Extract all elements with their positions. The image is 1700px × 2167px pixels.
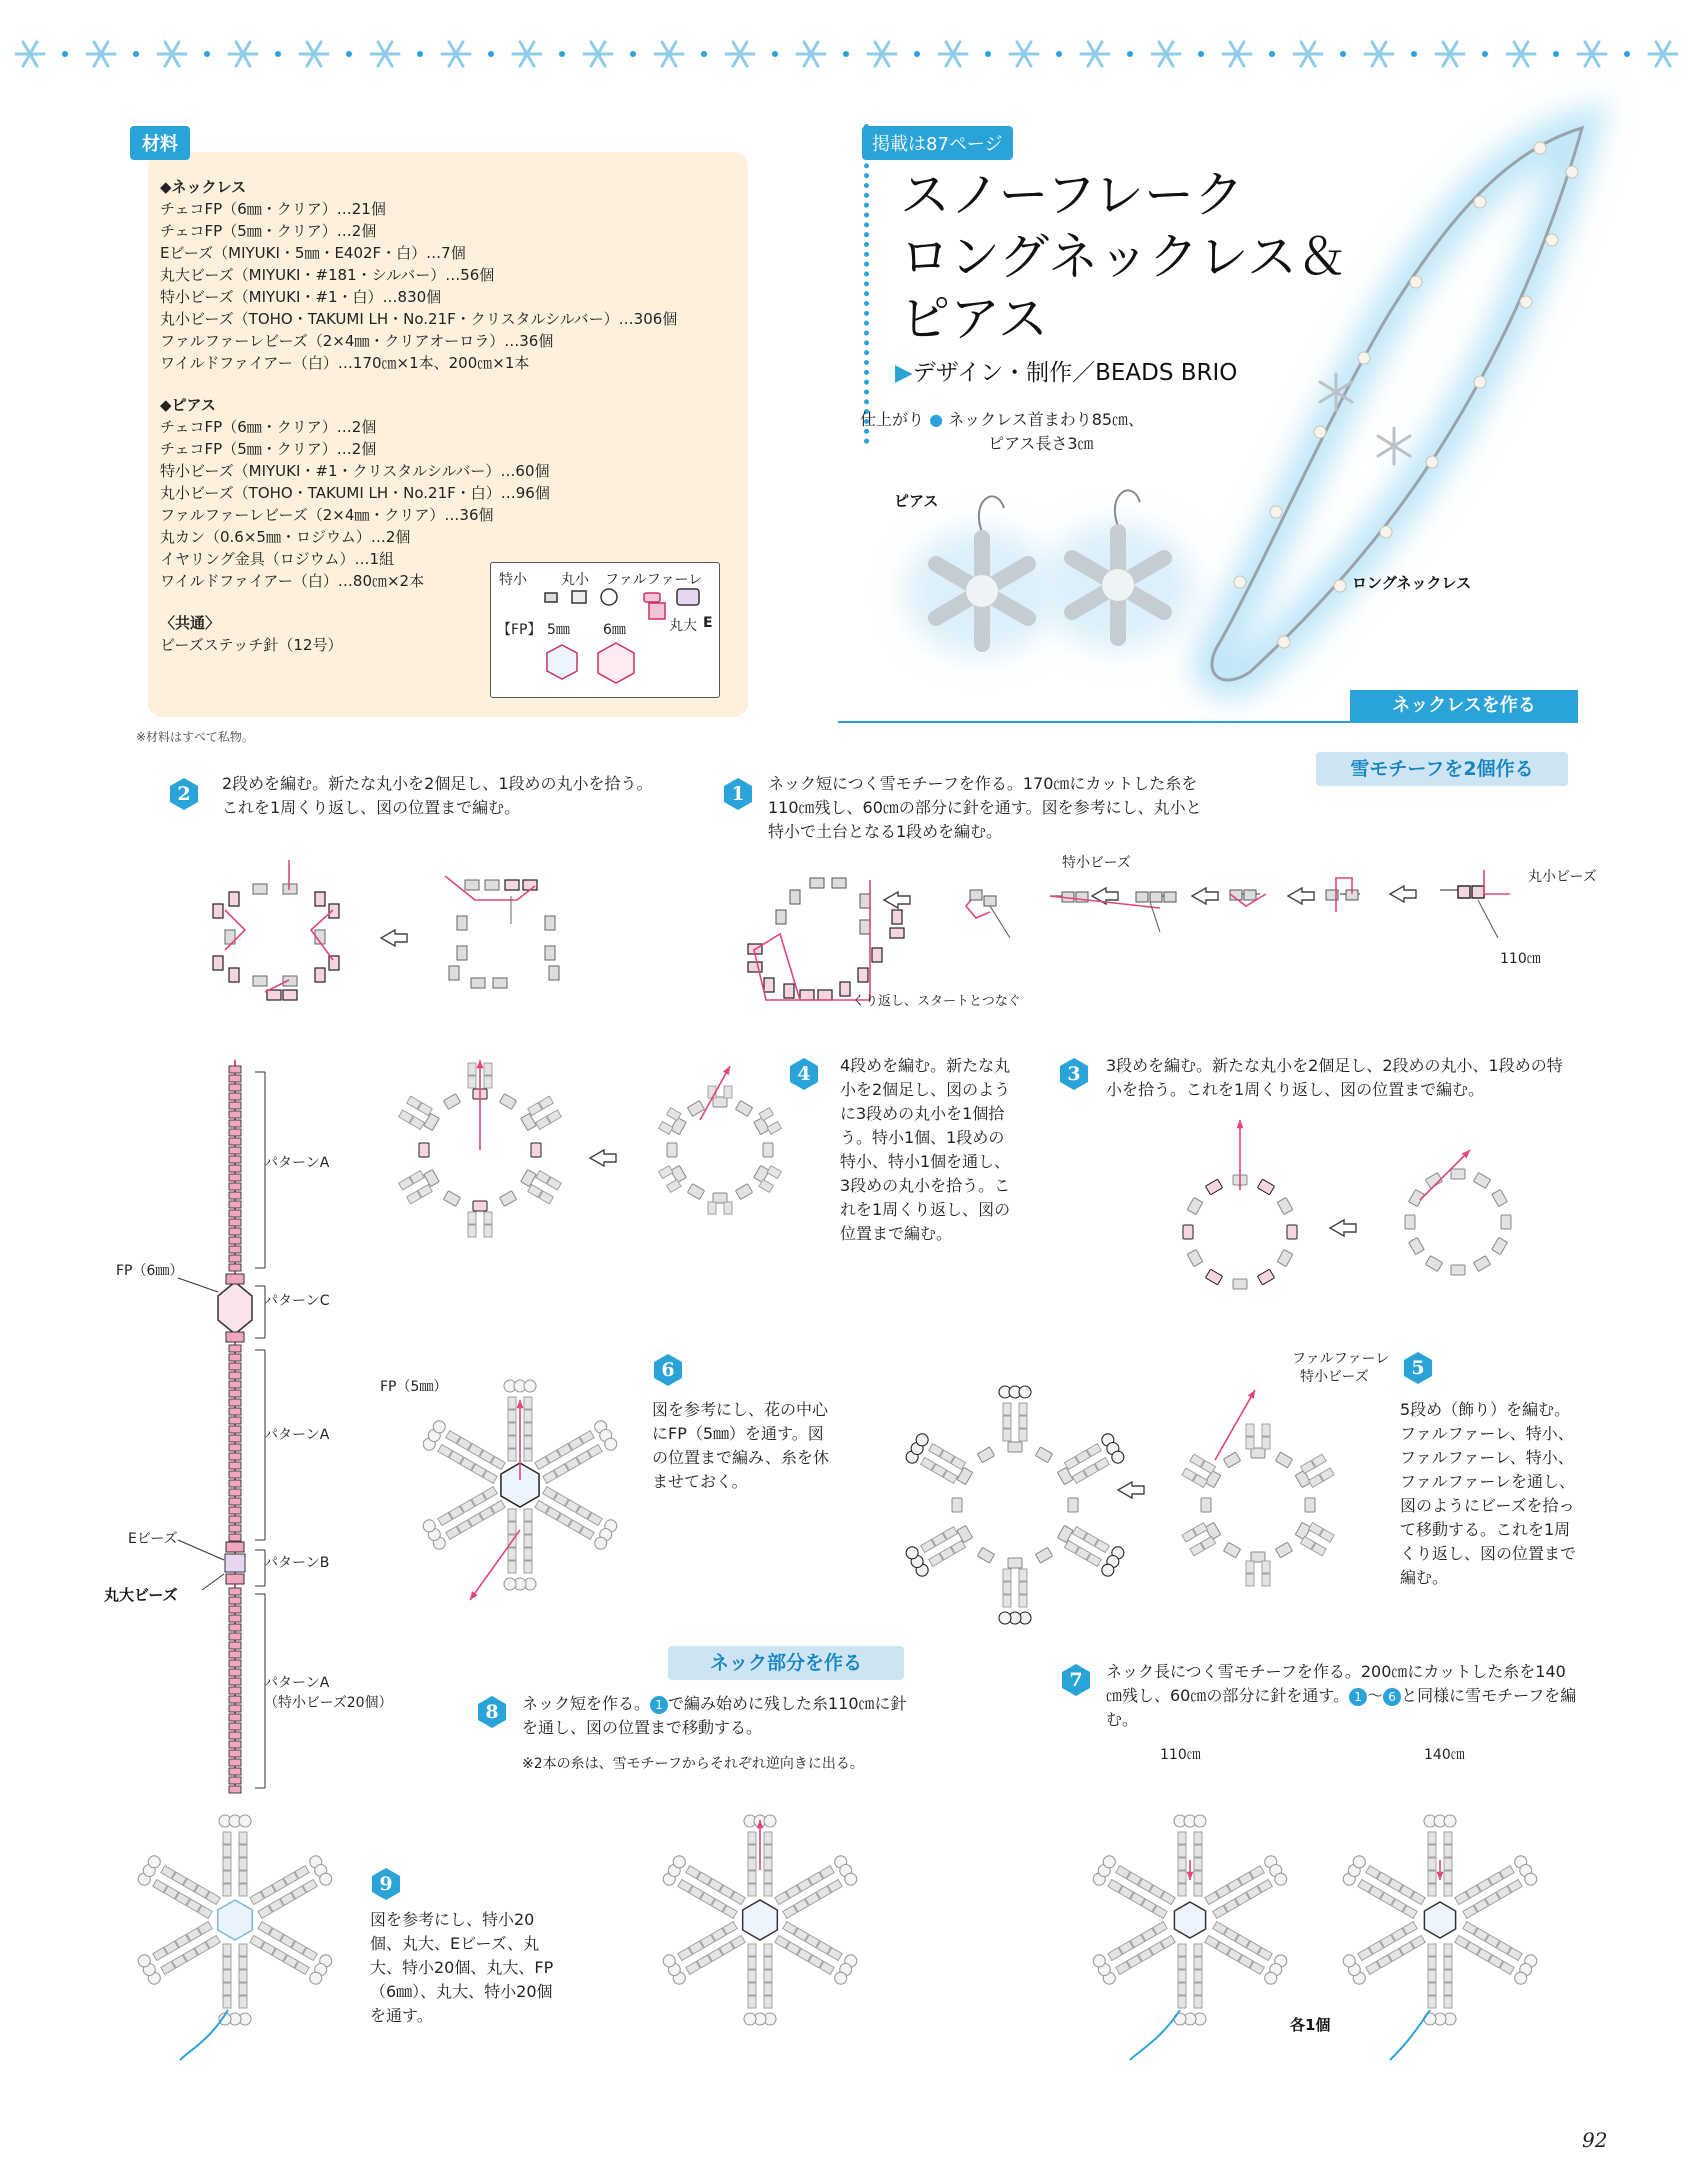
label-pattern-b: パターンB bbox=[264, 1555, 330, 1571]
legend-marudai: 丸大 bbox=[669, 618, 697, 634]
step-7-number: 7 bbox=[1060, 1664, 1092, 1696]
fp-bead bbox=[1174, 1902, 1205, 1938]
legend-farfalle: ファルファーレ bbox=[605, 572, 703, 588]
label-each-one: 各1個 bbox=[1290, 2016, 1331, 2034]
material-item: チェコFP（6㎜・クリア）…2個 bbox=[160, 418, 377, 436]
earrings-heading: ◆ピアス bbox=[160, 396, 216, 414]
fp-bead bbox=[1424, 1902, 1455, 1938]
thread-curve bbox=[1130, 2010, 1180, 2060]
label-s7-110: 110㎝ bbox=[1160, 1747, 1201, 1763]
label-fp6: FP（6㎜） bbox=[116, 1263, 184, 1279]
title-line-2: ロングネックレス＆ bbox=[900, 228, 1347, 286]
material-item: Eビーズ（MIYUKI・5㎜・E402F・白）…7個 bbox=[160, 244, 466, 262]
legend-marusho: 丸小 bbox=[561, 572, 589, 588]
material-item: ビーズステッチ針（12号） bbox=[160, 636, 343, 654]
material-item: ファルファーレビーズ（2×4㎜・クリアオーロラ）…36個 bbox=[160, 332, 554, 350]
thread-arrow bbox=[756, 1820, 763, 1870]
step-8-note: ※2本の糸は、雪モチーフからそれぞれ逆向きに出る。 bbox=[522, 1756, 864, 1772]
material-item: チェコFP（5㎜・クリア）…2個 bbox=[160, 222, 377, 240]
material-item: ワイルドファイアー（白）…170㎝×1本、200㎝×1本 bbox=[160, 354, 530, 372]
material-item: ファルファーレビーズ（2×4㎜・クリア）…36個 bbox=[160, 506, 494, 524]
arrow-left-icon bbox=[590, 1150, 616, 1166]
label-repeat-connect: くり返し、スタートとつなぐ bbox=[852, 994, 1021, 1009]
thread-curve bbox=[1390, 2010, 1430, 2060]
ref-step-6: 6 bbox=[1383, 1688, 1401, 1706]
legend-fp: 【FP】 bbox=[497, 622, 542, 638]
thread-arrow bbox=[1436, 1860, 1443, 1880]
common-heading: 〈共通〉 bbox=[160, 614, 221, 632]
step-9-text: 図を参考にし、特小20個、丸大、Eビーズ、丸大、特小20個、丸大、FP（6㎜）、丸大、特小20個を通す。 bbox=[370, 1910, 554, 2025]
label-tokusho: 特小ビーズ bbox=[1062, 855, 1131, 871]
thread-arrow bbox=[1186, 1860, 1193, 1880]
title-line-1: スノーフレーク bbox=[900, 166, 1244, 224]
legend-e: E bbox=[703, 615, 713, 631]
step-3-number: 3 bbox=[1058, 1058, 1090, 1090]
material-item: 丸小ビーズ（TOHO・TAKUMI LH・No.21F・クリスタルシルバー）…306個 bbox=[160, 310, 678, 328]
materials-tag: 材料 bbox=[130, 126, 190, 160]
material-item: チェコFP（5㎜・クリア）…2個 bbox=[160, 440, 377, 458]
legend-5mm: 5㎜ bbox=[547, 622, 570, 638]
finished-size: 仕上がり ● ネックレス首まわり85㎝、 ピアス長さ3㎝ bbox=[860, 410, 1145, 453]
label-ebeads: Eビーズ bbox=[128, 1531, 178, 1547]
thread-arrow bbox=[476, 1060, 483, 1150]
label-marudai: 丸大ビーズ bbox=[104, 1586, 178, 1604]
material-item: 特小ビーズ（MIYUKI・#1・クリスタルシルバー）…60個 bbox=[160, 462, 550, 480]
section-make-motif: 雪モチーフを2個作る bbox=[1316, 752, 1568, 786]
page-number: 92 bbox=[1582, 2128, 1608, 2152]
step-8-number: 8 bbox=[476, 1696, 508, 1728]
step-1-number: 1 bbox=[722, 778, 754, 810]
material-item: イヤリング金具（ロジウム）…1組 bbox=[160, 550, 395, 568]
step-1-text: ネック短につく雪モチーフを作る。170㎝にカットした糸を110㎝残し、60㎝の部分に針を通す。図を参考にし、丸小と特小で土台となる1段めを編む。 bbox=[768, 774, 1202, 841]
legend-6mm: 6㎜ bbox=[603, 622, 626, 638]
label-farfalle: ファルファーレ bbox=[1292, 1351, 1390, 1367]
step-6-text: 図を参考にし、花の中心にFP（5㎜）を通す。図の位置まで編み、糸を休ませておく。 bbox=[652, 1400, 829, 1491]
label-110: 110㎝ bbox=[1500, 951, 1541, 967]
step-4-text: 4段めを編む。新たな丸小を2個足し、図のように3段めの丸小を1個拾う。特小1個、1段めの特小、特小1個を通し、3段めの丸小を拾う。これを1周くり返し、図の位置まで編む。 bbox=[840, 1056, 1011, 1243]
label-pattern-a-note: （特小ビーズ20個） bbox=[264, 1695, 393, 1711]
designer-credit: ▶デザイン・制作／BEADS BRIO bbox=[895, 360, 1238, 386]
step-3-diagram-start bbox=[1405, 1169, 1511, 1275]
step-5-arms bbox=[906, 1386, 1124, 1624]
triangle-icon: ▶ bbox=[895, 360, 913, 386]
step-5-number: 5 bbox=[1402, 1352, 1434, 1384]
material-item: 丸大ビーズ（MIYUKI・#181・シルバー）…56個 bbox=[160, 266, 495, 284]
label-marusho: 丸小ビーズ bbox=[1528, 869, 1597, 885]
material-item: チェコFP（6㎜・クリア）…21個 bbox=[160, 200, 386, 218]
page-reference: 掲載は87ページ bbox=[862, 126, 1013, 160]
arrow-left-icon bbox=[1118, 1482, 1144, 1498]
step-3-text: 3段めを編む。新たな丸小を2個足し、2段めの丸小、1段めの特小を拾う。これを1周くり返し、図の位置まで編む。 bbox=[1106, 1056, 1563, 1099]
ref-step-1: 1 bbox=[650, 1696, 668, 1714]
necklace-caption: ロングネックレス bbox=[1352, 574, 1472, 592]
label-pattern-c: パターンC bbox=[264, 1293, 330, 1309]
label-fp5: FP（5㎜） bbox=[380, 1379, 448, 1395]
step-2-text: 2段めを編む。新たな丸小を2個足し、1段めの丸小を拾う。これを1周くり返し、図の位置まで編む。 bbox=[222, 774, 653, 817]
label-pattern-a-3: パターンA bbox=[264, 1675, 330, 1691]
step-4-diagram-start bbox=[667, 1097, 773, 1203]
step-4-number: 4 bbox=[788, 1058, 820, 1090]
material-item: 丸カン（0.6×5㎜・ロジウム）…2個 bbox=[160, 528, 411, 546]
label-s7-140: 140㎝ bbox=[1424, 1747, 1465, 1763]
step-5-diagram-start bbox=[1201, 1448, 1315, 1562]
ref-step-1: 1 bbox=[1349, 1688, 1367, 1706]
material-item: 特小ビーズ（MIYUKI・#1・白）…830個 bbox=[160, 288, 442, 306]
label-pattern-a-2: パターンA bbox=[264, 1427, 330, 1443]
step-5-diagram-result bbox=[952, 1442, 1078, 1568]
title-line-3: ピアス bbox=[900, 290, 1048, 348]
legend-tokusho: 特小 bbox=[499, 572, 527, 588]
fp-bead bbox=[218, 1900, 253, 1940]
materials-note: ※材料はすべて私物。 bbox=[136, 730, 254, 744]
section-make-necklace: ネックレスを作る bbox=[1350, 690, 1578, 722]
step-6-number: 6 bbox=[652, 1354, 684, 1386]
step-8-text: ネック短を作る。 1 で編み始めに残した糸110㎝に針を通し、図の位置まで移動する。 bbox=[522, 1694, 907, 1737]
label-tokusho-2: 特小ビーズ bbox=[1300, 1369, 1369, 1385]
material-item: ワイルドファイアー（白）…80㎝×2本 bbox=[160, 572, 425, 590]
material-item: 丸小ビーズ（TOHO・TAKUMI LH・No.21F・白）…96個 bbox=[160, 484, 550, 502]
step-3-diagram-result bbox=[1183, 1175, 1297, 1289]
earrings-caption: ピアス bbox=[894, 492, 939, 510]
necklace-heading: ◆ネックレス bbox=[160, 178, 247, 196]
step-5-text: 5段め（飾り）を編む。ファルファーレ、特小、ファルファーレ、特小、ファルファーレを通し、図のようにビーズを拾って移動する。これを1周くり返し、図の位置まで編む。 bbox=[1400, 1400, 1577, 1587]
step-7-text: ネック長につく雪モチーフを作る。200㎝にカットした糸を140㎝残し、60㎝の部分に針を通す。 1 ～ 6 と同様に雪モチーフを編む。 bbox=[1106, 1662, 1577, 1729]
arrow-left-icon bbox=[1330, 1220, 1356, 1236]
section-make-neck: ネック部分を作る bbox=[668, 1646, 904, 1680]
step-2-number: 2 bbox=[168, 778, 200, 810]
fp-bead bbox=[743, 1900, 778, 1940]
step-9-number: 9 bbox=[370, 1868, 402, 1900]
label-pattern-a: パターンA bbox=[264, 1155, 330, 1171]
bullet-icon: ● bbox=[929, 410, 944, 429]
